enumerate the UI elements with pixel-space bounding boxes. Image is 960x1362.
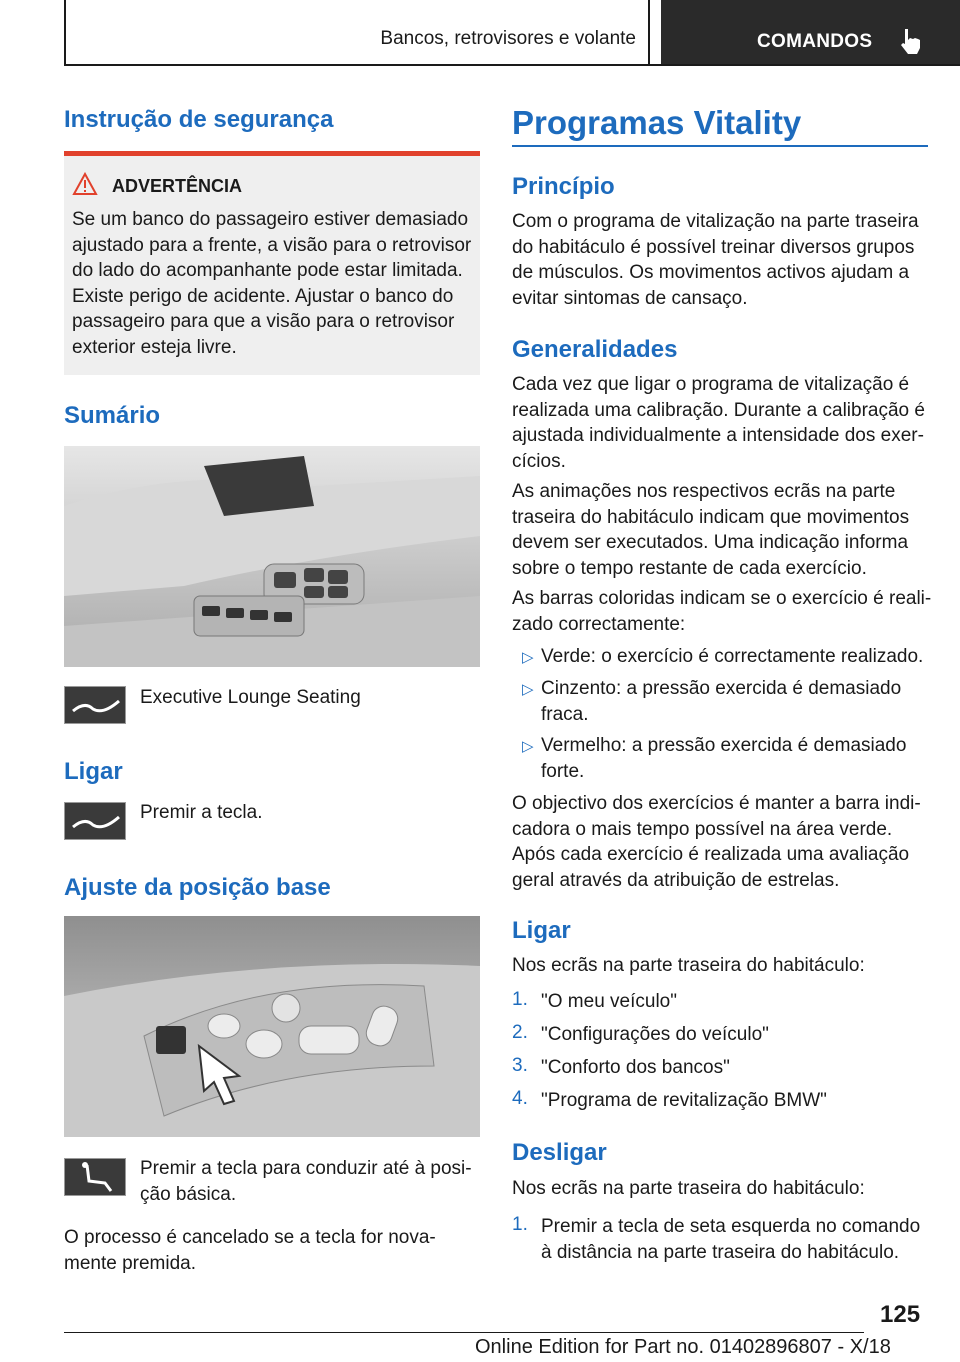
- safety-heading: Instrução de segurança: [64, 106, 334, 133]
- summary-heading: Sumário: [64, 402, 161, 429]
- bullet-item: Cinzento: a pressão exercida é demasiado fraca.: [541, 678, 902, 725]
- off-intro: Nos ecrãs na parte traseira do habitáculo:: [512, 1178, 865, 1199]
- door-panel-image: [64, 446, 480, 667]
- chapter-tab[interactable]: [661, 0, 960, 64]
- step-number: 1.: [512, 1214, 528, 1235]
- step-number: 1.: [512, 989, 528, 1010]
- on-intro: Nos ecrãs na parte traseira do habitáculo:: [512, 955, 865, 976]
- page-title: Programas Vitality: [512, 104, 802, 141]
- header-divider: [648, 0, 650, 66]
- section-title: Bancos, retrovisores e volante: [380, 28, 636, 49]
- edition-note: Online Edition for Part no. 01402896807 - X/18: [475, 1336, 891, 1358]
- footer-rule: [64, 1332, 864, 1333]
- seat-controls-image: [64, 916, 480, 1137]
- step-text: "O meu veículo": [541, 991, 677, 1012]
- bullet-item: Verde: o exercício é correctamente realizado.: [541, 646, 924, 667]
- on-heading-left: Ligar: [64, 758, 123, 785]
- general-p4: O objectivo dos exercícios é manter a barra indi- cadora o mais tempo possível na área verde. Após cada exercício é realizada uma avaliação geral através da atribuição de estrelas.: [512, 793, 921, 891]
- step-text: Premir a tecla de seta esquerda no comando à distância na parte traseira do habitáculo.: [541, 1216, 921, 1263]
- step-number: 3.: [512, 1055, 528, 1076]
- lounge-key-icon-2: [64, 802, 126, 840]
- bullet-icon: ▷: [522, 681, 534, 698]
- header-rule: [64, 64, 960, 66]
- general-p1: Cada vez que ligar o programa de vitalização é realizada uma calibração. Durante a calibração é ajustada individualmente a intensidade dos exer- cícios.: [512, 374, 925, 472]
- principle-text: Com o programa de vitalização na parte traseira do habitáculo é possível treinar diversos grupos de músculos. Os movimentos activos ajudam a evitar sintomas de cansaço.: [512, 211, 919, 309]
- base-heading: Ajuste da posição base: [64, 874, 331, 901]
- seat-base-key-icon: [64, 1158, 126, 1196]
- on-caption: Premir a tecla.: [140, 802, 263, 823]
- step-text: "Conforto dos bancos": [541, 1057, 730, 1078]
- warning-triangle-icon: [72, 172, 98, 196]
- general-p3: As barras coloridas indicam se o exercício é reali- zado correctamente:: [512, 588, 932, 635]
- on-heading-right: Ligar: [512, 917, 571, 944]
- bullet-item: Vermelho: a pressão exercida é demasiado forte.: [541, 735, 907, 782]
- warning-text: Se um banco do passageiro estiver demasiado ajustado para a frente, a visão para o retrovisor do lado do acompanhante pode estar limitada. Existe perigo de acidente. Ajustar o banco do passageiro para que a visão para o retrovisor exterior esteja livre.: [72, 209, 472, 358]
- step-text: "Programa de revitalização BMW": [541, 1090, 827, 1111]
- cancel-note: O processo é cancelado se a tecla for nova- mente premida.: [64, 1227, 436, 1274]
- step-number: 2.: [512, 1022, 528, 1043]
- principle-heading: Princípio: [512, 173, 615, 200]
- lounge-key-icon: [64, 686, 126, 724]
- general-p2: As animações nos respectivos ecrãs na parte traseira do habitáculo indicam que movimentos devem ser executados. Uma indicação informa sobre o tempo restante de cada exercício.: [512, 481, 910, 579]
- off-heading: Desligar: [512, 1139, 607, 1166]
- hand-pointer-icon: [897, 26, 927, 56]
- summary-caption: Executive Lounge Seating: [140, 687, 361, 708]
- bullet-icon: ▷: [522, 649, 534, 666]
- step-text: "Configurações do veículo": [541, 1024, 769, 1045]
- page-number: 125: [880, 1301, 921, 1328]
- base-caption: Premir a tecla para conduzir até à posi- ção básica.: [140, 1158, 472, 1205]
- title-rule: [512, 145, 928, 147]
- step-number: 4.: [512, 1088, 528, 1109]
- general-heading: Generalidades: [512, 336, 678, 363]
- chapter-tab-label: COMANDOS: [757, 31, 873, 52]
- warning-title: ADVERTÊNCIA: [112, 176, 243, 196]
- bullet-icon: ▷: [522, 738, 534, 755]
